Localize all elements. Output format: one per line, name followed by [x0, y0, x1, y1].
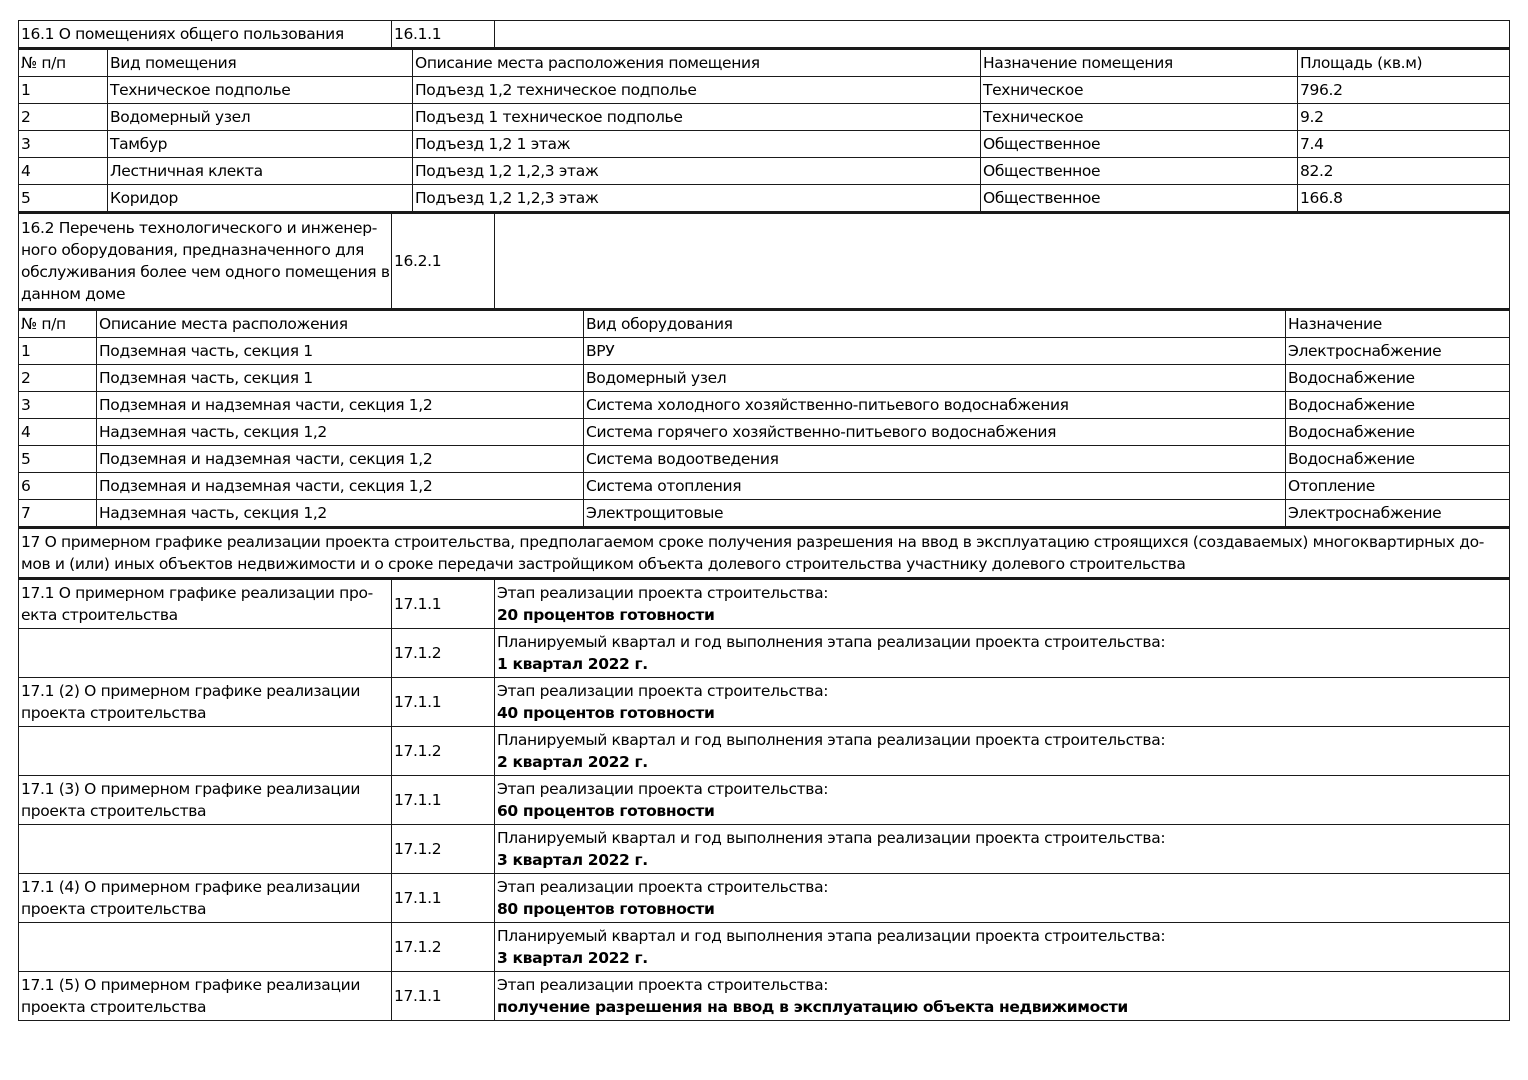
equipment-purpose: Водоснабжение	[1286, 365, 1510, 392]
premise-purpose: Техническое	[981, 77, 1298, 104]
column-header: № п/п	[19, 310, 97, 338]
equipment-purpose: Электроснабжение	[1286, 500, 1510, 527]
equipment-location: Подземная часть, секция 1	[97, 338, 584, 365]
empty-cell	[495, 213, 1510, 309]
period-code: 17.1.2	[392, 727, 495, 776]
premise-area: 82.2	[1298, 158, 1510, 185]
stage-caption: Этап реализации проекта строительства:	[497, 976, 829, 994]
period-code: 17.1.2	[392, 629, 495, 678]
stage-value: 60 процентов готовности	[497, 802, 715, 820]
period-value: 3 квартал 2022 г.	[497, 851, 648, 869]
empty-cell	[19, 629, 392, 678]
row-number: 2	[19, 104, 108, 131]
premise-purpose: Общественное	[981, 131, 1298, 158]
section-title: 16.2 Перечень технологического и инженер-ного оборудования, предназначенного для обслуживания более чем одного помещения в данном доме	[19, 213, 392, 309]
schedule-stage-row	[19, 776, 1510, 825]
column-header: Вид помещения	[108, 49, 413, 77]
table-row	[19, 104, 1510, 131]
period-info	[495, 923, 1510, 972]
column-header: Площадь (кв.м)	[1298, 49, 1510, 77]
period-code: 17.1.2	[392, 825, 495, 874]
column-header: Описание места расположения	[97, 310, 584, 338]
column-header: № п/п	[19, 49, 108, 77]
table-header-row	[19, 49, 1510, 77]
empty-cell	[495, 21, 1510, 48]
period-caption: Планируемый квартал и год выполнения этапа реализации проекта строительства:	[497, 633, 1166, 651]
equipment-location: Подземная и надземная части, секция 1,2	[97, 446, 584, 473]
equipment-purpose: Водоснабжение	[1286, 392, 1510, 419]
equipment-type: Система горячего хозяйственно-питьевого водоснабжения	[584, 419, 1286, 446]
schedule-period-row	[19, 727, 1510, 776]
stage-label: 17.1 (2) О примерном графике реализации проекта строительства	[19, 678, 392, 727]
table-row	[19, 446, 1510, 473]
stage-caption: Этап реализации проекта строительства:	[497, 780, 829, 798]
equipment-purpose: Электроснабжение	[1286, 338, 1510, 365]
column-header: Назначение	[1286, 310, 1510, 338]
table-row	[19, 185, 1510, 212]
premise-location: Подъезд 1,2 1,2,3 этаж	[413, 158, 981, 185]
section-title: 17 О примерном графике реализации проекта строительства, предполагаемом сроке получения разрешения на ввод в эксплуатацию строящихся (создаваемых) многоквартирных до-мов и (или) иных объектов недвижимости и о сроке передачи застройщиком объекта долевого строительства участнику долевого строительства	[19, 528, 1510, 578]
row-number: 3	[19, 392, 97, 419]
table-header-row	[19, 310, 1510, 338]
row-number: 7	[19, 500, 97, 527]
table-row	[19, 131, 1510, 158]
equipment-type: Электрощитовые	[584, 500, 1286, 527]
period-info	[495, 727, 1510, 776]
stage-info	[495, 678, 1510, 727]
schedule-period-row	[19, 825, 1510, 874]
premise-purpose: Общественное	[981, 185, 1298, 212]
section-code: 16.2.1	[392, 213, 495, 309]
stage-info	[495, 579, 1510, 629]
period-value: 1 квартал 2022 г.	[497, 655, 648, 673]
equipment-location: Подземная и надземная части, секция 1,2	[97, 473, 584, 500]
stage-info	[495, 972, 1510, 1021]
row-number: 4	[19, 419, 97, 446]
stage-code: 17.1.1	[392, 972, 495, 1021]
period-value: 2 квартал 2022 г.	[497, 753, 648, 771]
common-premises-table	[18, 48, 1510, 212]
premise-type: Тамбур	[108, 131, 413, 158]
stage-code: 17.1.1	[392, 776, 495, 825]
schedule-stage-row	[19, 678, 1510, 727]
table-row	[19, 338, 1510, 365]
section-17-header	[18, 527, 1510, 578]
empty-cell	[19, 825, 392, 874]
equipment-location: Подземная и надземная части, секция 1,2	[97, 392, 584, 419]
table-row	[19, 158, 1510, 185]
table-row	[19, 77, 1510, 104]
row-number: 2	[19, 365, 97, 392]
stage-code: 17.1.1	[392, 874, 495, 923]
schedule-period-row	[19, 923, 1510, 972]
equipment-location: Надземная часть, секция 1,2	[97, 419, 584, 446]
stage-label: 17.1 (5) О примерном графике реализации проекта строительства	[19, 972, 392, 1021]
schedule-stage-row	[19, 579, 1510, 629]
equipment-table	[18, 309, 1510, 527]
premise-purpose: Техническое	[981, 104, 1298, 131]
row-number: 5	[19, 446, 97, 473]
premise-location: Подъезд 1,2 техническое подполье	[413, 77, 981, 104]
equipment-type: Система отопления	[584, 473, 1286, 500]
row-number: 5	[19, 185, 108, 212]
premise-type: Коридор	[108, 185, 413, 212]
equipment-purpose: Отопление	[1286, 473, 1510, 500]
premise-location: Подъезд 1,2 1 этаж	[413, 131, 981, 158]
stage-caption: Этап реализации проекта строительства:	[497, 682, 829, 700]
equipment-purpose: Водоснабжение	[1286, 446, 1510, 473]
document-page	[18, 20, 1510, 1021]
empty-cell	[19, 923, 392, 972]
stage-value: 40 процентов готовности	[497, 704, 715, 722]
equipment-type: Система водоотведения	[584, 446, 1286, 473]
stage-caption: Этап реализации проекта строительства:	[497, 878, 829, 896]
equipment-type: Система холодного хозяйственно-питьевого водоснабжения	[584, 392, 1286, 419]
row-number: 1	[19, 338, 97, 365]
premise-purpose: Общественное	[981, 158, 1298, 185]
table-row	[19, 419, 1510, 446]
stage-label: 17.1 (3) О примерном графике реализации проекта строительства	[19, 776, 392, 825]
period-value: 3 квартал 2022 г.	[497, 949, 648, 967]
empty-cell	[19, 727, 392, 776]
premise-type: Техническое подполье	[108, 77, 413, 104]
schedule-stage-row	[19, 874, 1510, 923]
column-header: Описание места расположения помещения	[413, 49, 981, 77]
equipment-purpose: Водоснабжение	[1286, 419, 1510, 446]
column-header: Назначение помещения	[981, 49, 1298, 77]
stage-label: 17.1 О примерном графике реализации про-екта строительства	[19, 579, 392, 629]
premise-area: 166.8	[1298, 185, 1510, 212]
row-number: 3	[19, 131, 108, 158]
period-caption: Планируемый квартал и год выполнения этапа реализации проекта строительства:	[497, 927, 1166, 945]
period-caption: Планируемый квартал и год выполнения этапа реализации проекта строительства:	[497, 731, 1166, 749]
section-title: 16.1 О помещениях общего пользования	[19, 21, 392, 48]
stage-info	[495, 874, 1510, 923]
section-code: 16.1.1	[392, 21, 495, 48]
schedule-stage-row	[19, 972, 1510, 1021]
premise-area: 796.2	[1298, 77, 1510, 104]
equipment-location: Надземная часть, секция 1,2	[97, 500, 584, 527]
equipment-location: Подземная часть, секция 1	[97, 365, 584, 392]
table-row	[19, 473, 1510, 500]
stage-value: 20 процентов готовности	[497, 606, 715, 624]
table-row	[19, 392, 1510, 419]
premise-location: Подъезд 1 техническое подполье	[413, 104, 981, 131]
stage-code: 17.1.1	[392, 579, 495, 629]
premise-type: Водомерный узел	[108, 104, 413, 131]
section-16-1-header	[18, 20, 1510, 48]
column-header: Вид оборудования	[584, 310, 1286, 338]
row-number: 4	[19, 158, 108, 185]
construction-schedule-table	[18, 578, 1510, 1021]
equipment-type: Водомерный узел	[584, 365, 1286, 392]
premise-area: 7.4	[1298, 131, 1510, 158]
table-row	[19, 500, 1510, 527]
stage-value: получение разрешения на ввод в эксплуатацию объекта недвижимости	[497, 998, 1128, 1016]
row-number: 6	[19, 473, 97, 500]
stage-value: 80 процентов готовности	[497, 900, 715, 918]
period-caption: Планируемый квартал и год выполнения этапа реализации проекта строительства:	[497, 829, 1166, 847]
premise-location: Подъезд 1,2 1,2,3 этаж	[413, 185, 981, 212]
premise-type: Лестничная клекта	[108, 158, 413, 185]
period-info	[495, 629, 1510, 678]
period-info	[495, 825, 1510, 874]
stage-caption: Этап реализации проекта строительства:	[497, 584, 829, 602]
table-row	[19, 365, 1510, 392]
stage-label: 17.1 (4) О примерном графике реализации проекта строительства	[19, 874, 392, 923]
equipment-type: ВРУ	[584, 338, 1286, 365]
schedule-period-row	[19, 629, 1510, 678]
period-code: 17.1.2	[392, 923, 495, 972]
premise-area: 9.2	[1298, 104, 1510, 131]
stage-code: 17.1.1	[392, 678, 495, 727]
stage-info	[495, 776, 1510, 825]
section-16-2-header	[18, 212, 1510, 309]
row-number: 1	[19, 77, 108, 104]
